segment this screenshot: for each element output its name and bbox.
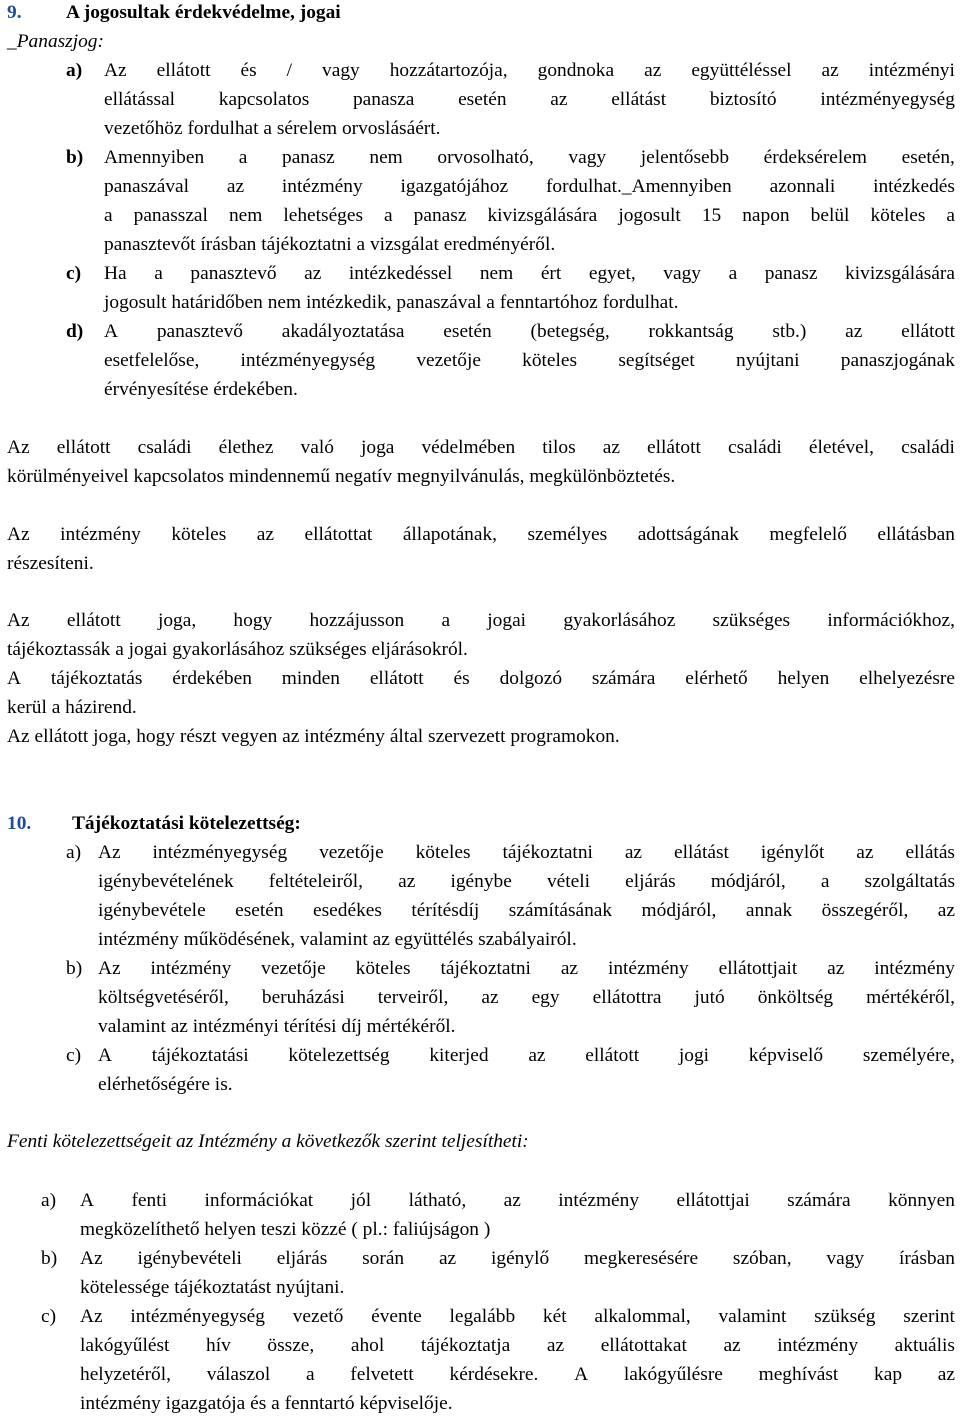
list-item-fenti-c-line-4: intézmény igazgatója és a fenntartó képviselője. (80, 1393, 453, 1414)
list-marker-fenti-b: b) (41, 1248, 58, 1269)
paragraph-3-line-5: Az ellátott joga, hogy részt vegyen az intézmény által szervezett programokon. (7, 726, 620, 747)
list-item-9b-line-3: a panasszal nem lehetséges a panasz kivizsgálására jogosult 15 napon belül köteles a (104, 205, 955, 226)
list-item-9b-line-4: panasztevőt írásban tájékoztatni a vizsgálat eredményéről. (104, 234, 556, 255)
list-item-9a-line-1: Az ellátott és / vagy hozzátartozója, gondnoka az együttéléssel az intézményi (104, 60, 955, 81)
section-9-title: A jogosultak érdekvédelme, jogai (66, 2, 341, 23)
list-item-10b-line-1: Az intézmény vezetője köteles tájékoztatni az intézmény ellátottjait az intézmény (98, 958, 955, 979)
subtitle-prefix: _ (7, 31, 17, 52)
list-item-10c-line-2: elérhetőségére is. (98, 1074, 233, 1095)
paragraph-3-line-1: Az ellátott joga, hogy hozzájusson a jogai gyakorlásához szükséges információkhoz, (7, 610, 955, 631)
list-marker-10a: a) (66, 842, 82, 863)
list-item-fenti-a-line-1: A fenti információkat jól látható, az intézmény ellátottjai számára könnyen (80, 1190, 955, 1211)
list-marker-10c: c) (66, 1045, 82, 1066)
list-item-fenti-c-line-1: Az intézményegység vezető évente legalább két alkalommal, valamint szükség szerint (80, 1306, 955, 1327)
list-marker-10b: b) (66, 958, 83, 979)
paragraph-3-line-4: kerül a házirend. (7, 697, 137, 718)
list-marker-9a: a) (66, 60, 83, 81)
list-item-9b-line-2: panaszával az intézmény igazgatójához fordulhat._Amennyiben azonnali intézkedés (104, 176, 955, 197)
list-item-fenti-b-line-2: kötelessége tájékoztatást nyújtani. (80, 1277, 345, 1298)
list-item-9b-line-1: Amennyiben a panasz nem orvosolható, vagy jelentősebb érdeksérelem esetén, (104, 147, 955, 168)
fenti-intro: Fenti kötelezettségeit az Intézmény a következők szerint teljesítheti: (7, 1131, 529, 1152)
list-item-fenti-b-line-1: Az igénybevételi eljárás során az igénylő megkeresésére szóban, vagy írásban (80, 1248, 955, 1269)
list-item-9d-line-1: A panasztevő akadályoztatása esetén (betegség, rokkantság stb.) az ellátott (104, 321, 955, 342)
list-item-10c-line-1: A tájékoztatási kötelezettség kiterjed az ellátott jogi képviselő személyére, (98, 1045, 955, 1066)
list-item-fenti-a-line-2: megközelíthető helyen teszi közzé ( pl.: faliújságon ) (80, 1219, 491, 1240)
paragraph-3-line-2: tájékoztassák a jogai gyakorlásához szükséges eljárásokról. (7, 639, 468, 660)
list-item-9d-line-2: esetfelelőse, intézményegység vezetője köteles segítséget nyújtani panaszjogának (104, 350, 955, 371)
paragraph-1-line-1: Az ellátott családi élethez való joga védelmében tilos az ellátott családi életével, családi (7, 437, 955, 458)
paragraph-2-line-1: Az intézmény köteles az ellátottat állapotának, személyes adottságának megfelelő ellátásban (7, 524, 955, 545)
paragraph-3-line-3: A tájékoztatás érdekében minden ellátott és dolgozó számára elérhető helyen elhelyezésre (7, 668, 955, 689)
list-item-9c-line-2: jogosult határidőben nem intézkedik, panaszával a fenntartóhoz fordulhat. (104, 292, 679, 313)
list-marker-9b: b) (66, 147, 84, 168)
section-10-number: 10. (7, 813, 32, 834)
list-item-fenti-c-line-2: lakógyűlést hív össze, ahol tájékoztatja az ellátottakat az intézmény aktuális (80, 1335, 955, 1356)
list-marker-9c: c) (66, 263, 82, 284)
list-item-10a-line-4: intézmény működésének, valamint az együttélés szabályairól. (98, 929, 577, 950)
section-9-number: 9. (7, 2, 22, 23)
list-item-9a-line-3: vezetőhöz fordulhat a sérelem orvoslásáért. (104, 118, 441, 139)
list-item-fenti-c-line-3: helyzetéről, válaszol a felvetett kérdésekre. A lakógyűlésre meghívást kap az (80, 1364, 955, 1385)
section-10-title: Tájékoztatási kötelezettség: (72, 813, 301, 834)
list-item-9d-line-3: érvényesítése érdekében. (104, 379, 298, 400)
panaszjog-subtitle (7, 27, 104, 56)
list-item-10a-line-3: igénybevétele esetén esedékes térítésdíj számításának módjáról, annak összegéről, az (98, 900, 955, 921)
list-item-10a-line-1: Az intézményegység vezetője köteles tájékoztatni az ellátást igénylőt az ellátás (98, 842, 955, 863)
list-item-9a-line-2: ellátással kapcsolatos panasza esetén az ellátást biztosító intézményegység (104, 89, 955, 110)
list-marker-fenti-a: a) (41, 1190, 57, 1211)
list-marker-fenti-c: c) (41, 1306, 57, 1327)
list-item-10a-line-2: igénybevételének feltételeiről, az igénybe vételi eljárás módjáról, a szolgáltatás (98, 871, 955, 892)
list-marker-9d: d) (66, 321, 84, 342)
paragraph-2-line-2: részesíteni. (7, 553, 94, 574)
list-item-9c-line-1: Ha a panasztevő az intézkedéssel nem ért egyet, vagy a panasz kivizsgálására (104, 263, 955, 284)
subtitle-text: Panaszjog: (16, 31, 104, 52)
list-item-10b-line-3: valamint az intézményi térítési díj mértékéről. (98, 1016, 456, 1037)
list-item-10b-line-2: költségvetéséről, beruházási terveiről, az egy ellátottra jutó önköltség mértékéről, (98, 987, 955, 1008)
paragraph-1-line-2: körülményeivel kapcsolatos mindennemű negatív megnyilvánulás, megkülönböztetés. (7, 466, 676, 487)
